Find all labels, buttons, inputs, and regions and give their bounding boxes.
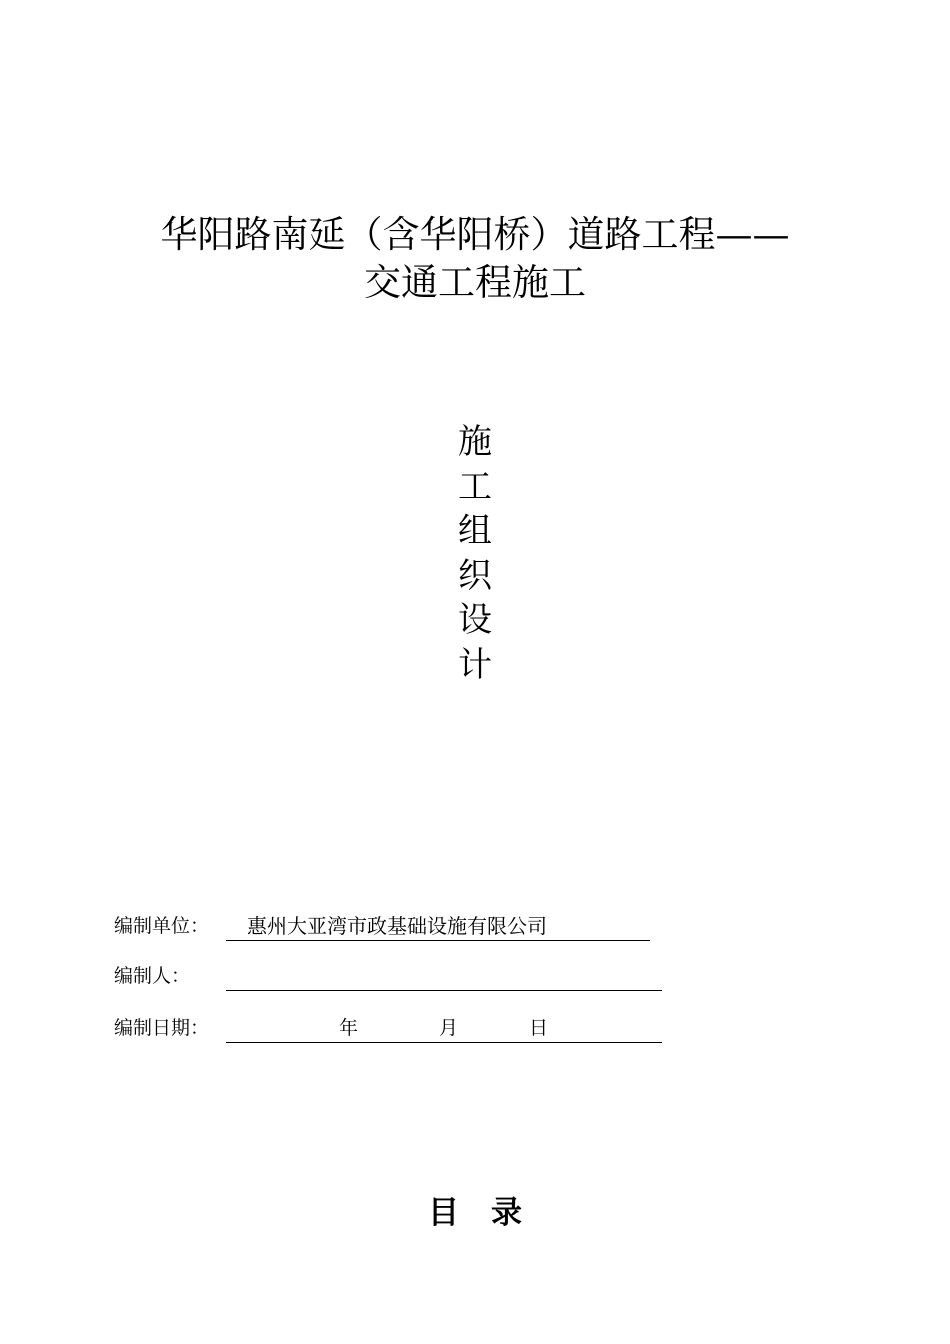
vertical-subtitle-char: 工	[458, 466, 492, 507]
toc-heading-char-1: 目	[428, 1195, 459, 1231]
vertical-subtitle-char: 织	[458, 555, 492, 596]
date-year-label: 年	[339, 1017, 359, 1039]
document-title-line-2: 交通工程施工	[364, 261, 586, 304]
compiling-unit-value: 惠州大亚湾市政基础设施有限公司	[247, 914, 547, 938]
date-day-label: 日	[529, 1017, 549, 1039]
vertical-subtitle	[440, 420, 510, 687]
compiler-label: 编制人：	[114, 965, 191, 987]
table-of-contents-heading	[0, 1193, 950, 1233]
vertical-subtitle-char: 设	[458, 600, 492, 640]
vertical-subtitle-char: 施	[458, 422, 492, 462]
date-month-label: 月	[439, 1017, 459, 1039]
vertical-subtitle-char: 组	[458, 511, 492, 551]
toc-heading-char-2: 录	[491, 1195, 522, 1231]
compiler-underline	[226, 960, 662, 991]
compile-date-label: 编制日期：	[114, 1017, 210, 1039]
document-title-line-1: 华阳路南延（含华阳桥）道路工程——	[160, 213, 790, 256]
compiling-unit-label: 编制单位：	[114, 915, 210, 937]
vertical-subtitle-char: 计	[458, 644, 492, 685]
